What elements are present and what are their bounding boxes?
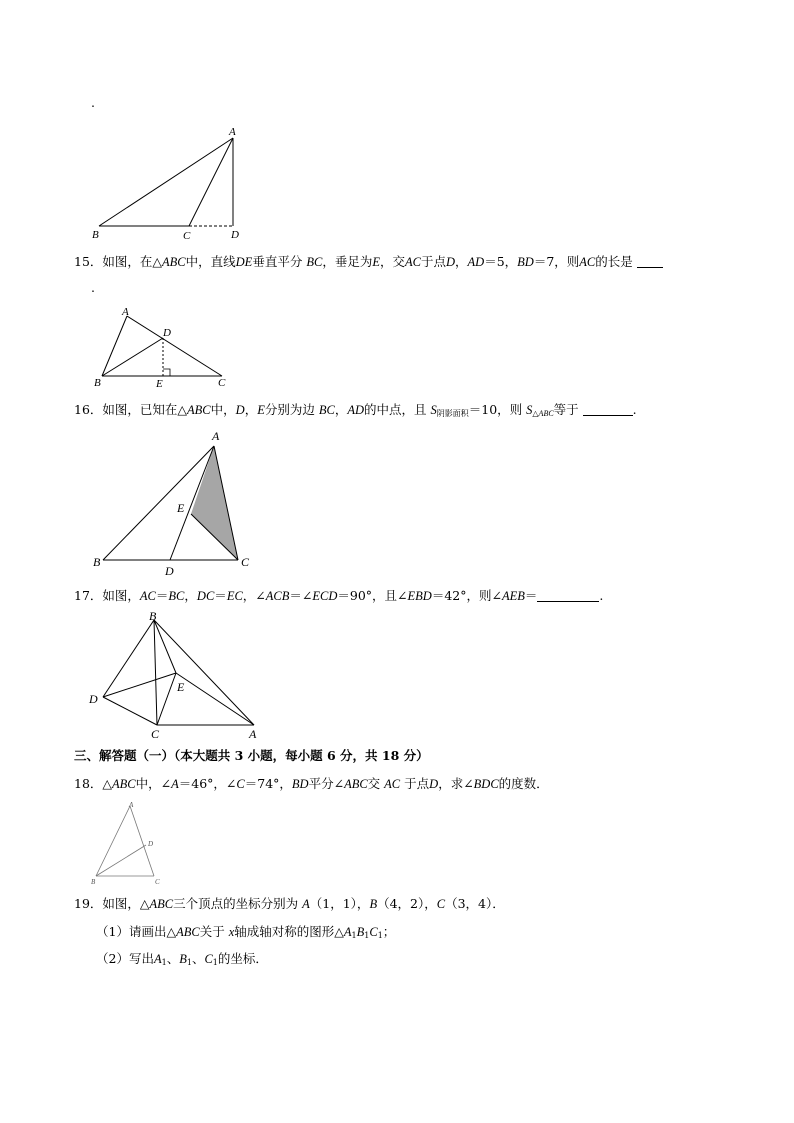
label-A: A — [249, 727, 257, 741]
section-heading: 三、解答题（一）（本大题共 3 小题，每小题 6 分，共 18 分） — [74, 748, 429, 763]
figure-q15 — [90, 303, 240, 393]
label-B: B — [93, 555, 101, 569]
label-D: D — [148, 840, 154, 848]
answer-blank-17 — [537, 589, 599, 602]
answer-blank-15 — [637, 255, 663, 268]
top-dot: . — [91, 95, 95, 110]
label-C: C — [218, 377, 226, 389]
question-19-part-1: （1）请画出△ABC关于 x轴成轴对称的图形$\triangle A_1B_1C_1$； — [96, 924, 396, 940]
label-B: B — [94, 377, 101, 389]
label-B: B — [91, 878, 96, 886]
label-D: D — [163, 327, 171, 339]
label-E: E — [177, 680, 185, 694]
label-C: C — [183, 230, 191, 242]
label-A: A — [212, 429, 220, 443]
label-B: B — [92, 229, 99, 241]
label-D: D — [165, 564, 174, 578]
label-B: B — [149, 611, 157, 623]
question-19-part-2: （2）写出$A_1$、$B_1$、$C_1$的坐标． — [96, 951, 268, 967]
label-A: A — [122, 306, 129, 318]
label-A: A — [229, 126, 236, 138]
label-D: D — [231, 229, 239, 241]
label-C: C — [151, 727, 160, 741]
question-17: 17．如图，AC＝BC，DC＝EC，∠ACB＝∠ECD＝90°，且∠EBD＝42°，则∠AEB＝ . — [74, 588, 604, 603]
figure-q16 — [88, 427, 258, 579]
q15-dot: . — [91, 280, 95, 295]
label-E: E — [156, 378, 163, 390]
label-C: C — [241, 555, 250, 569]
label-D: D — [89, 692, 98, 706]
figure-q17 — [85, 611, 265, 741]
answer-blank-16 — [583, 403, 633, 416]
question-19: 19．如图，△ABC三个顶点的坐标分别为 A（1，1），B（4，2），C（3，4）． — [74, 896, 505, 911]
question-16: 16．如图，已知在△ABC中，D，E分别为边 BC，AD的中点，且 $S_{阴影面积}=10$，则 $S_{\triangle ABC}$等于 . — [74, 402, 637, 418]
figure-q18 — [88, 800, 168, 890]
question-18: 18．△ABC中，∠A＝46°，∠C＝74°，BD平分∠ABC交 AC 于点D，求∠BDC的度数． — [74, 776, 549, 791]
question-15: 15．如图，在△ABC中，直线DE垂直平分 BC，垂足为E，交AC于点D，AD＝5，BD＝7，则AC的长是 — [74, 254, 663, 270]
label-C: C — [155, 878, 160, 886]
figure-q14 — [88, 122, 248, 242]
label-A: A — [129, 801, 134, 809]
label-E: E — [177, 501, 185, 515]
